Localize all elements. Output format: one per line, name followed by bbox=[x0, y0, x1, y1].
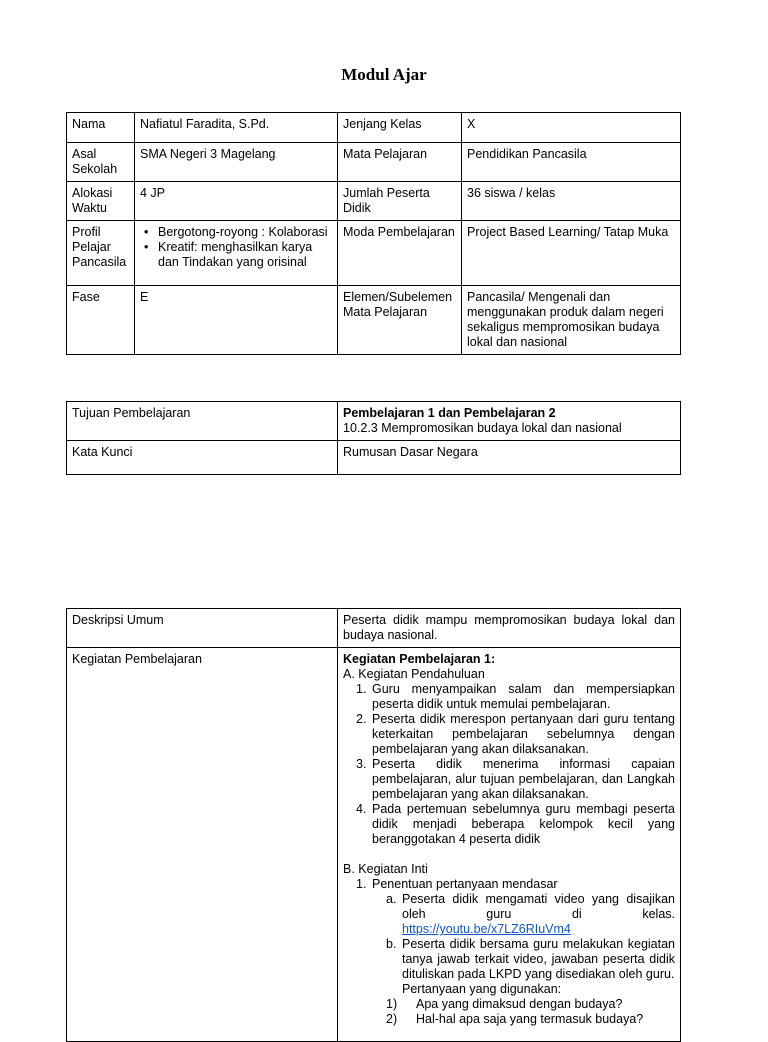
asal-label: Asal Sekolah bbox=[67, 143, 135, 182]
document-title: Modul Ajar bbox=[341, 65, 427, 84]
profil-label: Profil Pelajar Pancasila bbox=[67, 221, 135, 286]
fase-label: Fase bbox=[67, 286, 135, 355]
nama-label: Nama bbox=[67, 113, 135, 143]
identity-table bbox=[66, 112, 681, 355]
tujuan-heading: Pembelajaran 1 dan Pembelajaran 2 bbox=[343, 406, 556, 420]
deskripsi-label: Deskripsi Umum bbox=[67, 609, 338, 648]
mapel-value: Pendidikan Pancasila bbox=[462, 143, 681, 182]
moda-label: Moda Pembelajaran bbox=[338, 221, 462, 286]
alokasi-value: 4 JP bbox=[135, 182, 338, 221]
list-item: 1. Guru menyampaikan salam dan mempersiapkan peserta didik untuk memulai pembelajaran. bbox=[356, 682, 675, 711]
jumlah-label: Jumlah Peserta Didik bbox=[338, 182, 462, 221]
pendahuluan-list bbox=[343, 682, 675, 847]
fase-value: E bbox=[135, 286, 338, 355]
question-label: Pertanyaan yang digunakan: bbox=[402, 982, 562, 996]
inti-list bbox=[343, 877, 675, 1027]
section-b-title: B. Kegiatan Inti bbox=[343, 862, 428, 876]
asal-value: SMA Negeri 3 Magelang bbox=[135, 143, 338, 182]
moda-value: Project Based Learning/ Tatap Muka bbox=[462, 221, 681, 286]
kata-kunci-label: Kata Kunci bbox=[67, 441, 338, 475]
profil-item: • Kreatif: menghasilkan karya dan Tindakan yang orisinal bbox=[158, 240, 332, 270]
video-link[interactable]: https://youtu.be/x7LZ6RIuVm4 bbox=[402, 922, 571, 936]
kegiatan-value bbox=[338, 648, 681, 1042]
kegiatan-label: Kegiatan Pembelajaran bbox=[67, 648, 338, 1042]
elemen-label: Elemen/Subelemen Mata Pelajaran bbox=[338, 286, 462, 355]
kata-kunci-value: Rumusan Dasar Negara bbox=[338, 441, 681, 475]
jenjang-value: X bbox=[462, 113, 681, 143]
activities-table bbox=[66, 608, 681, 1042]
section-a-title: A. Kegiatan Pendahuluan bbox=[343, 667, 485, 681]
profil-value bbox=[135, 221, 338, 286]
nama-value: Nafiatul Faradita, S.Pd. bbox=[135, 113, 338, 143]
tujuan-value bbox=[338, 402, 681, 441]
profil-item: • Bergotong-royong : Kolaborasi bbox=[158, 225, 332, 240]
list-item: 2. Peserta didik merespon pertanyaan dari guru tentang keterkaitan pembelajaran sebelumnya dengan pembelajaran yang akan dilaksanakan. bbox=[356, 712, 675, 756]
alokasi-label: Alokasi Waktu bbox=[67, 182, 135, 221]
mapel-label: Mata Pelajaran bbox=[338, 143, 462, 182]
objectives-table bbox=[66, 401, 681, 475]
question-item: 2) Hal-hal apa saja yang termasuk budaya? bbox=[386, 1012, 644, 1026]
list-item: 4. Pada pertemuan sebelumnya guru membagi peserta didik menjadi beberapa kelompok kecil yang beranggotakan 4 peserta didik bbox=[356, 802, 675, 846]
list-item: 1. Penentuan pertanyaan mendasar a. Peserta didik mengamati video yang disajikan oleh guru di kelas. https://youtu.be/x7LZ6RIuVm4 b. Peserta didik bersama guru melakukan kegiatan tanya jawab terkait video, jawaban peserta didik dituliskan pada LKPD yang disediakan oleh guru. Pertanyaan yang digunakan: 1) Apa yang dimaksud dengan budaya? 2) Hal-hal apa saja yang termasuk budaya? bbox=[356, 877, 675, 1026]
list-item: 3. Peserta didik menerima informasi capaian pembelajaran, alur tujuan pembelajaran, dan Langkah pembelajaran yang akan dilaksanakan. bbox=[356, 757, 675, 801]
question-item: 1) Apa yang dimaksud dengan budaya? bbox=[386, 997, 623, 1011]
sub-list bbox=[372, 892, 675, 1027]
jumlah-value: 36 siswa / kelas bbox=[462, 182, 681, 221]
list-item: a. Peserta didik mengamati video yang disajikan oleh guru di kelas. https://youtu.be/x7LZ6RIuVm4 bbox=[386, 892, 675, 936]
kegiatan-heading: Kegiatan Pembelajaran 1: bbox=[343, 652, 496, 666]
elemen-value: Pancasila/ Mengenali dan menggunakan produk dalam negeri sekaligus mempromosikan budaya lokal dan nasional bbox=[462, 286, 681, 355]
tujuan-label: Tujuan Pembelajaran bbox=[67, 402, 338, 441]
list-item: b. Peserta didik bersama guru melakukan kegiatan tanya jawab terkait video, jawaban peserta didik dituliskan pada LKPD yang disediakan oleh guru. Pertanyaan yang digunakan: 1) Apa yang dimaksud dengan budaya? 2) Hal-hal apa saja yang termasuk budaya? bbox=[386, 937, 675, 1026]
jenjang-label: Jenjang Kelas bbox=[338, 113, 462, 143]
tujuan-text: 10.2.3 Mempromosikan budaya lokal dan nasional bbox=[343, 421, 622, 435]
deskripsi-value: Peserta didik mampu mempromosikan budaya lokal dan budaya nasional. bbox=[338, 609, 681, 648]
